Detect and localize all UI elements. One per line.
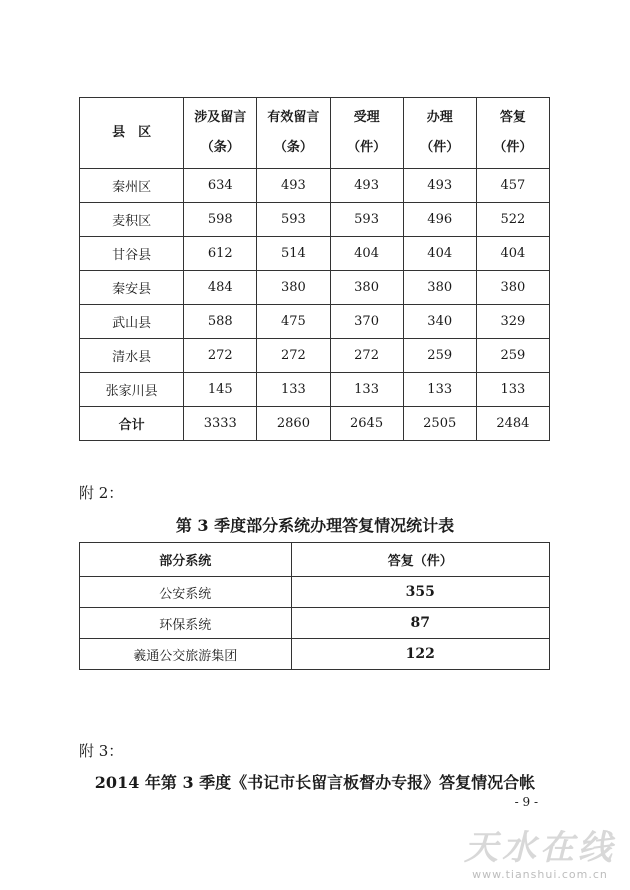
table-header-row	[80, 98, 550, 169]
table-row	[80, 339, 550, 373]
cell-value: 404	[403, 237, 476, 271]
cell-value: 593	[257, 203, 330, 237]
system-stats-table	[79, 542, 550, 670]
cell-value: 493	[403, 169, 476, 203]
cell-value: 593	[330, 203, 403, 237]
table-row	[80, 237, 550, 271]
table-row	[80, 305, 550, 339]
total-label: 合计	[80, 407, 184, 441]
cell-value: 133	[403, 373, 476, 407]
cell-value: 370	[330, 305, 403, 339]
appendix-3-title: 2014 年第 3 季度《书记市长留言板督办专报》答复情况合帐	[94, 773, 536, 792]
cell-value: 522	[476, 203, 549, 237]
table-row	[80, 271, 550, 305]
cell-value: 588	[184, 305, 257, 339]
header-handled: 办理 （件）	[403, 98, 476, 169]
cell-value: 380	[476, 271, 549, 305]
header-accepted: 受理 （件）	[330, 98, 403, 169]
header-system: 部分系统	[80, 543, 292, 577]
cell-value: 145	[184, 373, 257, 407]
reply-count: 122	[291, 639, 549, 670]
county-name: 武山县	[80, 305, 184, 339]
county-name: 甘谷县	[80, 237, 184, 271]
table-row	[80, 203, 550, 237]
header-replied: 答复 （件）	[476, 98, 549, 169]
watermark-url: www.tianshui.com.cn	[472, 868, 608, 881]
total-value: 2645	[330, 407, 403, 441]
total-row	[80, 407, 550, 441]
header-replies: 答复（件）	[291, 543, 549, 577]
cell-value: 475	[257, 305, 330, 339]
cell-value: 133	[257, 373, 330, 407]
page-number: - 9 -	[514, 795, 538, 809]
cell-value: 259	[403, 339, 476, 373]
cell-value: 612	[184, 237, 257, 271]
reply-count: 87	[291, 608, 549, 639]
appendix-2-title: 第 3 季度部分系统办理答复情况统计表	[175, 516, 455, 535]
cell-value: 272	[257, 339, 330, 373]
cell-value: 259	[476, 339, 549, 373]
table-row	[80, 373, 550, 407]
reply-count: 355	[291, 577, 549, 608]
county-name: 清水县	[80, 339, 184, 373]
cell-value: 340	[403, 305, 476, 339]
county-stats-table	[79, 97, 550, 441]
cell-value: 493	[330, 169, 403, 203]
system-name: 环保系统	[80, 608, 292, 639]
county-name: 秦安县	[80, 271, 184, 305]
table-row	[80, 639, 550, 670]
cell-value: 380	[257, 271, 330, 305]
system-name: 羲通公交旅游集团	[80, 639, 292, 670]
appendix-2-label: 附 2：	[79, 484, 124, 502]
header-messages-involved: 涉及留言 （条）	[184, 98, 257, 169]
table-header-row	[80, 543, 550, 577]
cell-value: 329	[476, 305, 549, 339]
cell-value: 272	[330, 339, 403, 373]
table-row	[80, 169, 550, 203]
county-name: 秦州区	[80, 169, 184, 203]
system-name: 公安系统	[80, 577, 292, 608]
cell-value: 404	[476, 237, 549, 271]
cell-value: 598	[184, 203, 257, 237]
header-county: 县 区	[80, 98, 184, 169]
county-name: 张家川县	[80, 373, 184, 407]
cell-value: 133	[476, 373, 549, 407]
header-valid-messages: 有效留言 （条）	[257, 98, 330, 169]
cell-value: 496	[403, 203, 476, 237]
appendix-3-label: 附 3：	[79, 742, 124, 760]
cell-value: 493	[257, 169, 330, 203]
total-value: 2860	[257, 407, 330, 441]
total-value: 2505	[403, 407, 476, 441]
cell-value: 133	[330, 373, 403, 407]
cell-value: 380	[330, 271, 403, 305]
cell-value: 634	[184, 169, 257, 203]
cell-value: 514	[257, 237, 330, 271]
watermark	[455, 820, 625, 890]
cell-value: 484	[184, 271, 257, 305]
total-value: 3333	[184, 407, 257, 441]
county-name: 麦积区	[80, 203, 184, 237]
cell-value: 272	[184, 339, 257, 373]
cell-value: 380	[403, 271, 476, 305]
cell-value: 404	[330, 237, 403, 271]
watermark-logo: 天水在线	[464, 828, 616, 868]
table-row	[80, 577, 550, 608]
table-row	[80, 608, 550, 639]
total-value: 2484	[476, 407, 549, 441]
cell-value: 457	[476, 169, 549, 203]
